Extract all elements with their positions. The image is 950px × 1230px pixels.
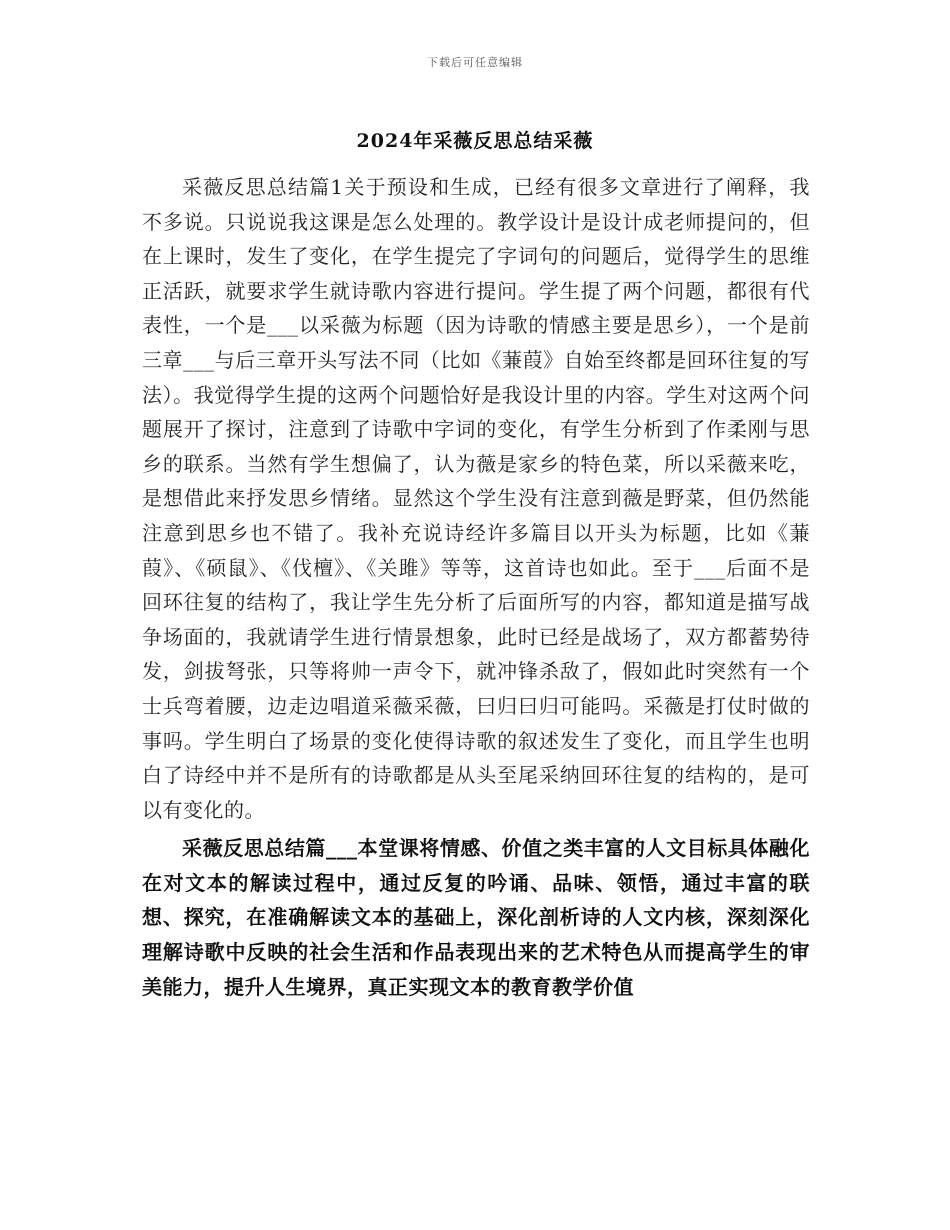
document-body — [142, 170, 810, 1004]
page-header: 下载后可任意编辑 — [427, 56, 523, 69]
paragraph-2: 采薇反思总结篇___本堂课将情感、价值之类丰富的人文目标具体融化在对文本的解读过程中，通过反复的吟诵、品味、领悟，通过丰富的联想、探究，在准确解读文本的基础上，深化剖析诗的人文内核，深刻深化理解诗歌中反映的社会生活和作品表现出来的艺术特色从而提高学生的审美能力，提升人生境界，真正实现文本的教育教学价值 — [142, 836, 810, 999]
paragraph-1: 采薇反思总结篇1关于预设和生成，已经有很多文章进行了阐释，我不多说。只说说我这课是怎么处理的。教学设计是设计成老师提问的，但在上课时，发生了变化，在学生提完了字词句的问题后，觉得学生的思维正活跃，就要求学生就诗歌内容进行提问。学生提了两个问题，都很有代表性，一个是___以采薇为标题（因为诗歌的情感主要是思乡），一个是前三章___与后三章开头写法不同（比如《蒹葭》自始至终都是回环往复的写法）。我觉得学生提的这两个问题恰好是我设计里的内容。学生对这两个问题展开了探讨，注意到了诗歌中字词的变化，有学生分析到了作柔刚与思乡的联系。当然有学生想偏了，认为薇是家乡的特色菜，所以采薇来吃，是想借此来抒发思乡情绪。显然这个学生没有注意到薇是野菜，但仍然能注意到思乡也不错了。我补充说诗经许多篇目以开头为标题，比如《蒹葭》、《硕鼠》、《伐檀》、《关雎》等等，这首诗也如此。至于___后面不是回环往复的结构了，我让学生先分析了后面所写的内容，都知道是描写战争场面的，我就请学生进行情景想象，此时已经是战场了，双方都蓄势待发，剑拔弩张，只等将帅一声令下，就冲锋杀敌了，假如此时突然有一个士兵弯着腰，边走边唱道采薇采薇，曰归曰归可能吗。采薇是打仗时做的事吗。学生明白了场景的变化使得诗歌的叙述发生了变化，而且学生也明白了诗经中并不是所有的诗歌都是从头至尾采纳回环往复的结构的，是可以有变化的。 — [142, 175, 810, 822]
document-title: 2024年采薇反思总结采薇 — [356, 130, 594, 152]
